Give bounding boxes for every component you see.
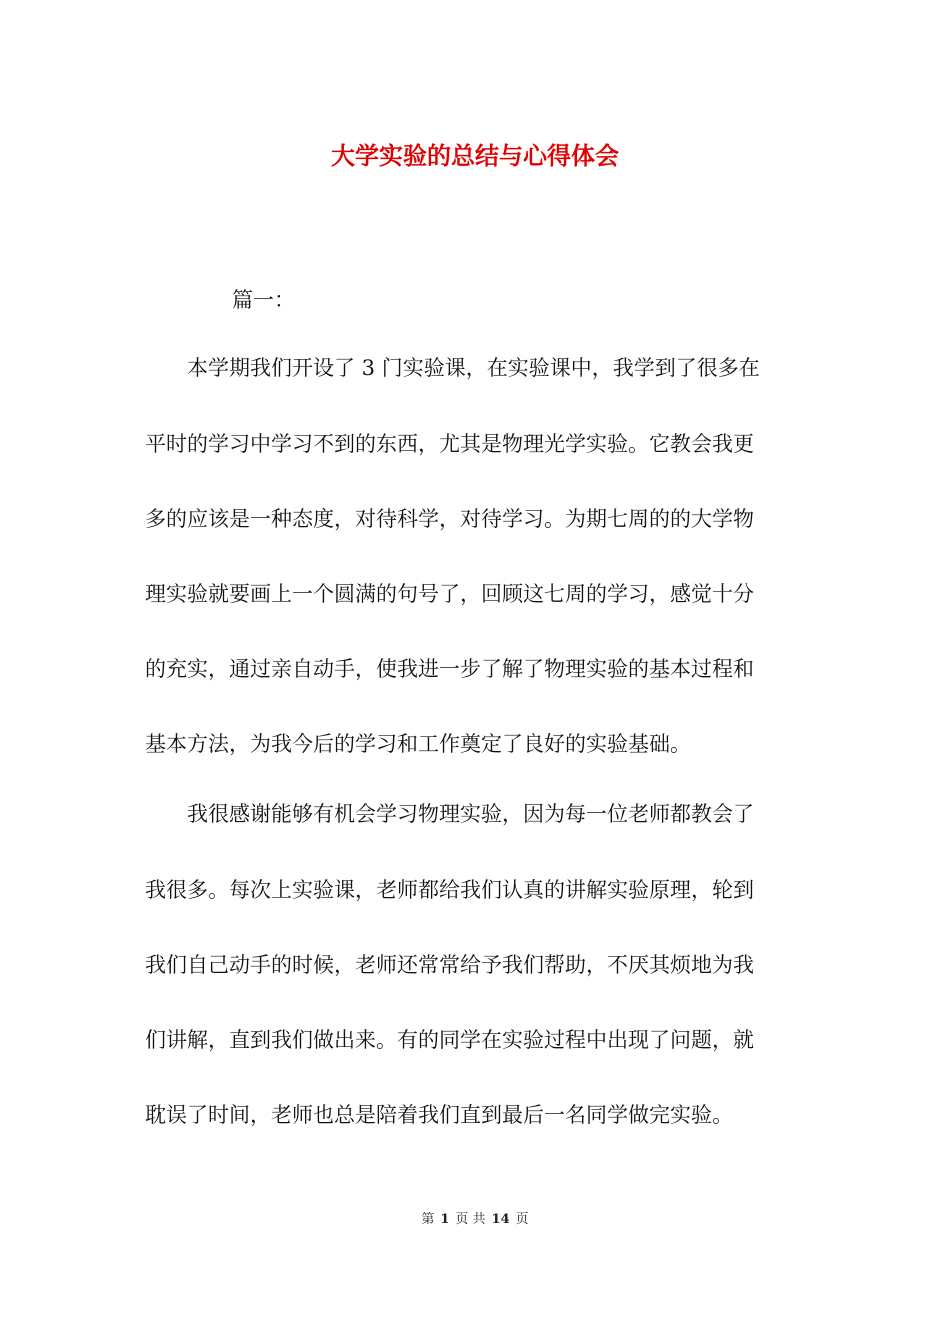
footer-total-pages: 14: [491, 1212, 510, 1227]
paragraph-line: 我很感谢能够有机会学习物理实验，因为每一位老师都教会了: [145, 802, 754, 826]
footer-prefix: 第: [421, 1212, 435, 1227]
paragraph-line: 基本方法，为我今后的学习和工作奠定了良好的实验基础。: [145, 732, 691, 756]
paragraph-line: 我很多。每次上实验课，老师都给我们认真的讲解实验原理，轮到: [145, 878, 754, 902]
paragraph-line: 们讲解，直到我们做出来。有的同学在实验过程中出现了问题，就: [145, 1028, 754, 1052]
footer-middle: 页 共: [455, 1212, 486, 1227]
footer-page-number: 1: [440, 1212, 450, 1227]
paragraph-line: 的充实，通过亲自动手，使我进一步了解了物理实验的基本过程和: [145, 657, 754, 681]
document-title: 大学实验的总结与心得体会: [331, 141, 619, 170]
page-footer: [0, 1208, 950, 1227]
footer-suffix: 页: [515, 1212, 529, 1227]
paragraph-line: 多的应该是一种态度，对待科学，对待学习。为期七周的的大学物: [145, 507, 754, 531]
paragraph-line: 本学期我们开设了 3 门实验课，在实验课中，我学到了很多在: [145, 356, 760, 380]
paragraph-line: 平时的学习中学习不到的东西，尤其是物理光学实验。它教会我更: [145, 432, 754, 456]
paragraph-line: 耽误了时间，老师也总是陪着我们直到最后一名同学做完实验。: [145, 1103, 733, 1127]
paragraph-line: 理实验就要画上一个圆满的句号了，回顾这七周的学习，感觉十分: [145, 582, 754, 606]
paragraph-line: 我们自己动手的时候，老师还常常给予我们帮助，不厌其烦地为我: [145, 953, 754, 977]
section-label: 篇一：: [232, 288, 295, 312]
